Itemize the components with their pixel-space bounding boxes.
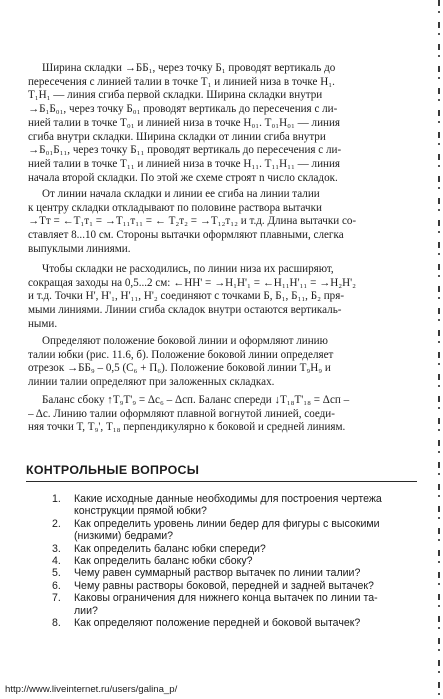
question-number: 1. — [52, 493, 61, 505]
question-number: 2. — [52, 517, 61, 530]
question-item — [44, 580, 416, 592]
paragraph-side-line — [28, 335, 413, 390]
question-number: 6. — [52, 579, 61, 592]
text-line: сгиба внутри складки. Ширина складки от линии сгиба внутри — [28, 130, 326, 143]
text-line: талии юбки (рис. 11.6, б). Положение боковой линии определяет — [28, 348, 334, 361]
section-title: КОНТРОЛЬНЫЕ ВОПРОСЫ — [26, 463, 200, 477]
question-text: Как определить баланс юбки спереди? — [74, 542, 266, 555]
text-line: ными. — [28, 317, 58, 330]
question-item — [44, 617, 416, 629]
question-text: Каковы ограничения для нижнего конца вытачек по линии та- — [74, 592, 378, 605]
question-text: Как определить уровень линии бедер для фигуры с высокими — [74, 517, 380, 530]
scan-edge-shadow — [438, 0, 440, 699]
source-url: http://www.liveinternet.ru/users/galina_p/ — [5, 684, 178, 695]
question-text: Как определяют положение передней и боковой вытачек? — [74, 617, 361, 630]
text-line: нией талии в точке Т₁₁ и линией низа в точке Н₁₁. Т₁₁Н₁₁ — линия — [28, 157, 340, 170]
question-number: 8. — [52, 617, 61, 630]
section-divider — [26, 481, 417, 482]
question-text-continued: (низкими) бедрами? — [74, 530, 174, 543]
text-line: начала второй складки. По этой же схеме строят n число складок. — [28, 171, 338, 184]
text-line: мыми линиями. Линии сгиба складок внутри остаются вертикаль- — [28, 304, 342, 317]
text-line: →Б₀₁Б₁₁, через точку Б₁₁ проводят вертикаль до пересечения с ли- — [28, 144, 342, 157]
question-item — [44, 518, 416, 543]
text-line: Определяют положение боковой линии и оформляют линию — [42, 335, 328, 347]
text-line: – Δс. Линию талии оформляют плавной вогнутой линией, соеди- — [28, 407, 335, 420]
question-item — [44, 555, 416, 567]
text-line: Ширина складки →ББ₁, через точку Б₁ проводят вертикаль до — [42, 62, 336, 74]
questions-list — [44, 493, 416, 629]
question-item — [44, 592, 416, 617]
question-number: 5. — [52, 567, 61, 580]
question-number: 3. — [52, 542, 61, 555]
question-item — [44, 493, 416, 518]
text-line: От линии начала складки и линии ее сгиба на линии талии — [42, 188, 320, 200]
question-item — [44, 567, 416, 579]
text-line: линии талии определяют при заложенных складках. — [28, 376, 275, 389]
text-line: Т₁Н₁ — линия сгиба первой складки. Ширина складки внутри — [28, 89, 323, 102]
question-number: 7. — [52, 592, 61, 605]
question-text: Какие исходные данные необходимы для построения чертежа — [74, 493, 382, 505]
text-line: нией талии в точке Т₀₁ и линией низа в точке Н₀₁. Т₀₁Н₀₁ — линия — [28, 116, 340, 129]
text-line: и т.д. Точки Н', Н'₁, Н'₁₁, Н'₂ соединяют с точками Б, Б₁, Б₁₁, Б₂ пря- — [28, 290, 345, 303]
text-line: выпуклыми линиями. — [28, 242, 131, 255]
paragraph-fold-width — [28, 62, 413, 185]
text-line: к центру складки откладывают по половине раствора вытачки — [28, 201, 322, 214]
question-text-continued: лии? — [74, 604, 98, 617]
paragraph-dart-opening — [28, 188, 413, 257]
question-text: Как определить баланс юбки сбоку? — [74, 555, 253, 568]
paragraph-hem-widening — [28, 263, 413, 332]
question-item — [44, 543, 416, 555]
question-text: Чему равен суммарный раствор вытачек по линии талии? — [74, 567, 361, 580]
text-line: няя точки Т, Т₉', Т₁₈ перпендикулярно к боковой и средней линиям. — [28, 421, 346, 434]
text-line: сокращая заходы на 0,5...2 см: ←НН' = →Н₁Н'₁ = ←Н₁₁Н'₁₁ = →Н₂Н'₂ — [28, 276, 356, 289]
text-line: пересечения с линией талии в точке Т₁ и линией низа в точке Н₁. — [28, 75, 335, 88]
text-line: Чтобы складки не расходились, по линии низа их расширяют, — [42, 263, 334, 275]
question-text: Чему равны растворы боковой, передней и задней вытачек? — [74, 579, 374, 592]
text-line: отрезок →ББ₉ – 0,5 (С₆ + П₆). Положение боковой линии Т₉Н₉ и — [28, 362, 331, 375]
text-line: Баланс сбоку ↑Т₉Т'₉ = Δс₆ – Δсп. Баланс спереди ↓Т₁₈Т'₁₈ = Δсп – — [42, 394, 350, 406]
text-line: →Тт = ←Т₁т₁ = →Т₁₁т₁₁ = ← Т₂т₂ = →Т₁₂т₁₂ и т.д. Длина вытачки со- — [28, 215, 357, 228]
question-text-continued: конструкции прямой юбки? — [74, 505, 207, 518]
paragraph-balance — [28, 394, 413, 435]
question-number: 4. — [52, 555, 61, 568]
text-line: →Б₁Б₀₁, через точку Б₀₁ проводят вертикаль до пересечения с ли- — [28, 103, 338, 116]
text-line: ставляет 8...10 см. Стороны вытачки оформляют плавными, слегка — [28, 229, 344, 242]
